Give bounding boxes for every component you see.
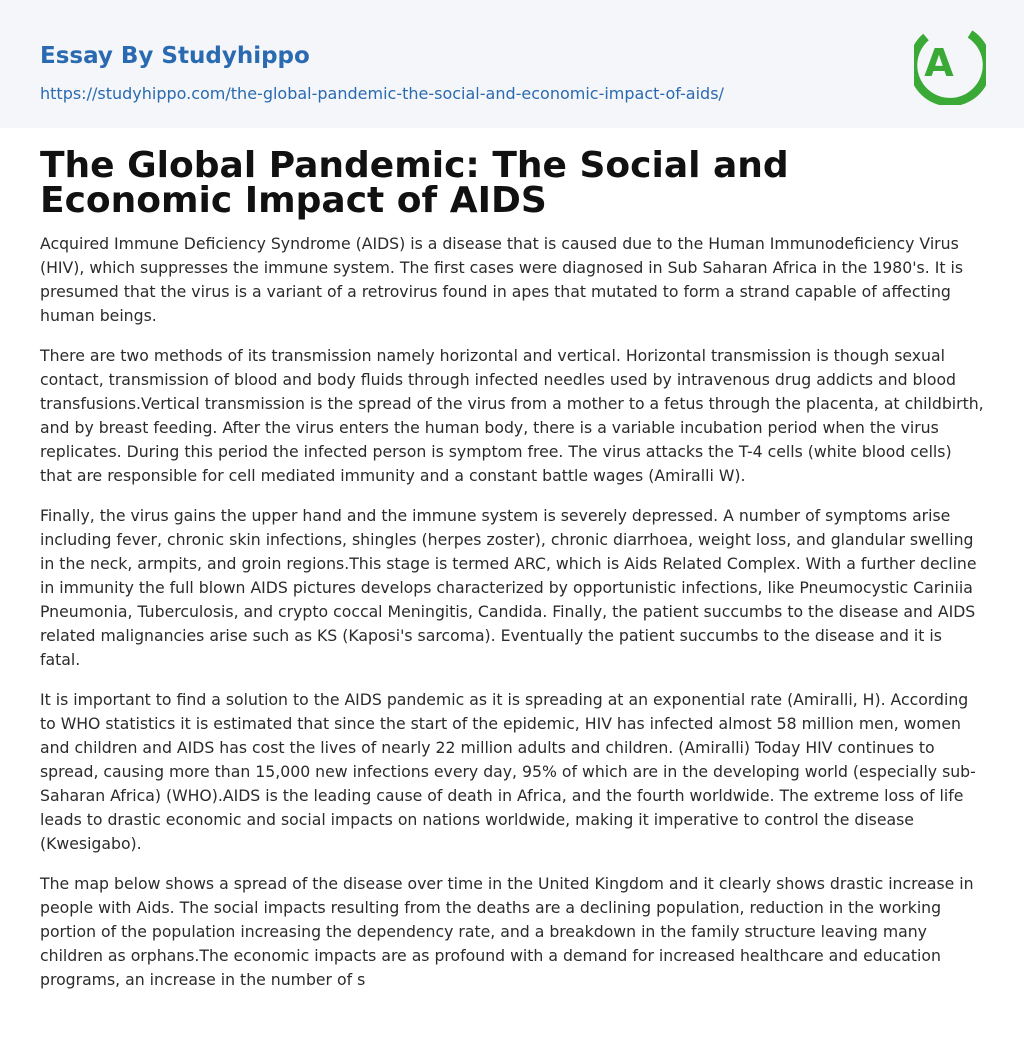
brand-title[interactable]: Essay By Studyhippo: [40, 43, 310, 69]
essay-paragraph: It is important to find a solution to the AIDS pandemic as it is spreading at an exponential rate (Amiralli, H). According to WHO statistics it is estimated that since the start of the epidemic, HIV has infected almost 58 million men, women and children and AIDS has cost the lives of nearly 22 million adults and children. (Amiralli) Today HIV continues to spread, causing more than 15,000 new infections every day, 95% of which are in the developing world (especially sub-Saharan Africa) (WHO).AIDS is the leading cause of death in Africa, and the fourth worldwide. The extreme loss of life leads to drastic economic and social impacts on nations worldwide, making it imperative to control the disease (Kwesigabo).: [40, 690, 976, 853]
essay-article: [40, 145, 984, 992]
logo-icon: [914, 19, 986, 105]
essay-paragraph: The map below shows a spread of the disease over time in the United Kingdom and it clearly shows drastic increase in people with Aids. The social impacts resulting from the deaths are a declining population, reduction in the working portion of the population increasing the dependency rate, and a breakdown in the family structure leaving many children as orphans.The economic impacts are as profound with a demand for increased healthcare and education programs, an increase in the number of s: [40, 874, 974, 989]
logo-letter: A: [924, 41, 954, 85]
essay-paragraph: There are two methods of its transmission namely horizontal and vertical. Horizontal transmission is though sexual contact, transmission of blood and body fluids through infected needles used by intravenous drug addicts and blood transfusions.Vertical transmission is the spread of the virus from a mother to a fetus through the placenta, at childbirth, and by breast feeding. After the virus enters the human body, there is a variable incubation period when the virus replicates. During this period the infected person is symptom free. The virus attacks the T-4 cells (white blood cells) that are responsible for cell mediated immunity and a constant battle wages (Amiralli W).: [40, 346, 984, 485]
essay-paragraph: Finally, the virus gains the upper hand and the immune system is severely depressed. A number of symptoms arise including fever, chronic skin infections, shingles (herpes zoster), chronic diarrhoea, weight loss, and glandular swelling in the neck, armpits, and groin regions.This stage is termed ARC, which is Aids Related Complex. With a further decline in immunity the full blown AIDS pictures develops characterized by opportunistic infections, like Pneumocystic Cariniia Pneumonia, Tuberculosis, and crypto coccal Meningitis, Candida. Finally, the patient succumbs to the disease and AIDS related malignancies arise such as KS (Kaposi's sarcoma). Eventually the patient succumbs to the disease and it is fatal.: [40, 506, 977, 669]
essay-title: The Global Pandemic: The Social and Economic Impact of AIDS: [40, 145, 789, 221]
essay-paragraph: Acquired Immune Deficiency Syndrome (AIDS) is a disease that is caused due to the Human Immunodeficiency Virus (HIV), which suppresses the immune system. The first cases were diagnosed in Sub Saharan Africa in the 1980's. It is presumed that the virus is a variant of a retrovirus found in apes that mutated to form a strand capable of affecting human beings.: [40, 234, 963, 325]
site-header: [0, 0, 1024, 128]
source-url-link[interactable]: https://studyhippo.com/the-global-pandemic-the-social-and-economic-impact-of-aids/: [40, 84, 724, 103]
studyhippo-logo[interactable]: [914, 19, 986, 105]
